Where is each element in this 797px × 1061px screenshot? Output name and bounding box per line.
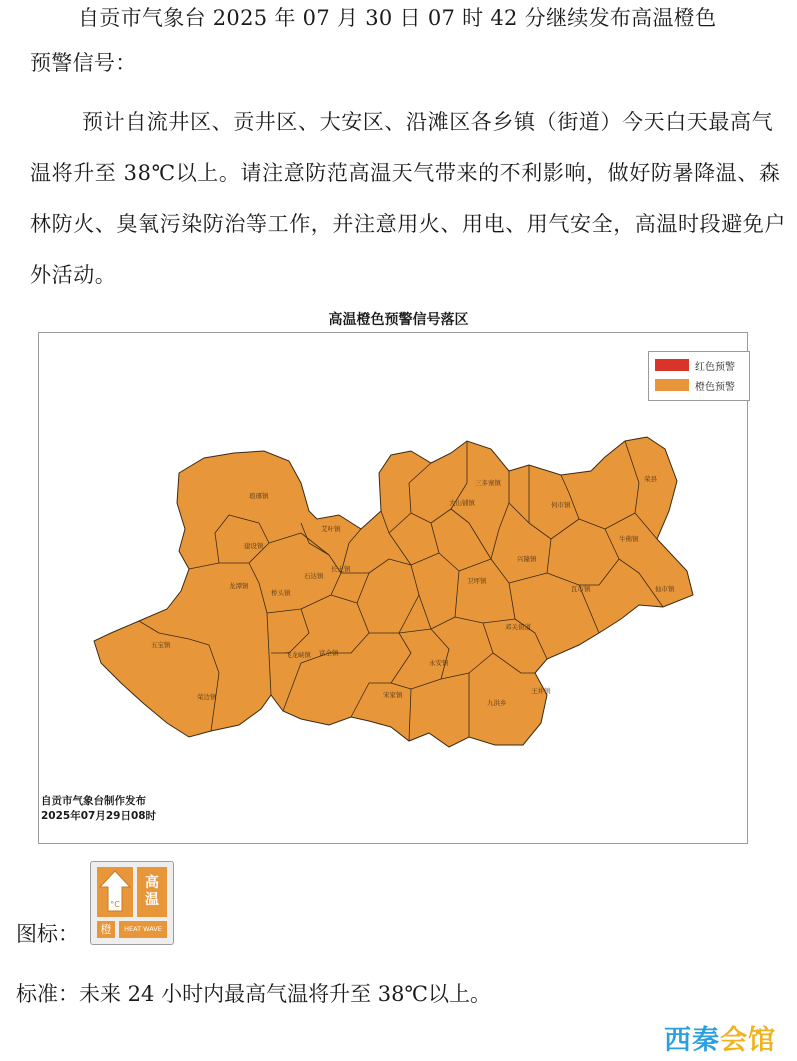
warning-level: 橙 [97, 921, 115, 938]
icon-label: 图标： [16, 922, 79, 946]
warning-region [94, 437, 693, 747]
town-label: 永安镇 [429, 659, 449, 667]
town-label: 荣边镇 [197, 693, 217, 701]
town-label: 瓦市镇 [571, 585, 591, 593]
watermark-part-2: 会馆 [720, 1025, 776, 1056]
watermark-logo [664, 1018, 776, 1057]
town-label: 艾叶镇 [321, 525, 341, 533]
map-legend [648, 351, 750, 401]
issuer-time: 2025年07月29日08时 [41, 810, 157, 822]
heat-word-1: 高 [145, 875, 159, 891]
town-label: 兴隆镇 [517, 555, 537, 563]
town-label: 大山铺镇 [449, 499, 475, 507]
town-label: 琅琊镇 [249, 492, 269, 500]
town-label: 长土镇 [331, 565, 351, 573]
legend-orange-label: 橙色预警 [695, 381, 735, 393]
town-label: 五宝镇 [151, 641, 171, 649]
region-map-svg [39, 333, 747, 843]
thermometer-up-arrow-icon [97, 867, 133, 917]
issuer-name: 自贡市气象台制作发布 [41, 795, 146, 807]
legend-red-swatch [655, 359, 689, 371]
town-label: 仙市镇 [655, 585, 675, 593]
notice-body: 预计自流井区、贡井区、大安区、沿滩区各乡镇（街道）今天白天最高气温将升至 38℃以上。请注意防范高温天气带来的不利影响，做好防暑降温、森林防火、臭氧污染防治等工作，并注意用火、用电、用气安全，高温时段避免户外活动。 [30, 110, 786, 287]
warning-map [38, 332, 748, 844]
heat-wave-orange-icon [90, 861, 174, 945]
heat-word [137, 867, 167, 917]
heat-wave-english: HEAT WAVE [119, 921, 167, 938]
town-label: 飞龙峡镇 [285, 651, 311, 659]
town-label: 九洪乡 [487, 699, 507, 707]
map-title: 高温橙色预警信号落区 [328, 312, 469, 328]
legend-red-label: 红色预警 [695, 361, 735, 373]
town-label: 邓关街道 [505, 623, 531, 631]
notice-line-2: 预警信号： [30, 51, 137, 75]
town-label: 建设镇 [244, 542, 264, 550]
town-label: 富全镇 [319, 649, 339, 657]
town-label: 牛佛镇 [619, 535, 639, 543]
temp-symbol: °C [110, 900, 120, 909]
notice-line-1: 自贡市气象台 2025 年 07 月 30 日 07 时 42 分继续发布高温橙色 [78, 6, 717, 30]
legend-orange-swatch [655, 379, 689, 391]
town-label: 王井镇 [531, 687, 551, 695]
town-label: 桥头镇 [271, 589, 291, 597]
town-label: 龙潭镇 [229, 582, 249, 590]
town-label: 石达镇 [304, 572, 324, 580]
town-label: 荣县 [644, 475, 657, 483]
standard-text: 标准：未来 24 小时内最高气温将升至 38℃以上。 [16, 982, 491, 1006]
legend-orange [655, 378, 735, 392]
town-label: 何市镇 [551, 501, 571, 509]
legend-red [655, 358, 735, 372]
map-issuer [41, 794, 156, 824]
heat-word-2: 温 [145, 892, 159, 908]
town-label: 卫坪镇 [467, 577, 487, 585]
town-label: 宋家镇 [383, 691, 403, 699]
town-label: 三多寨镇 [475, 479, 501, 487]
watermark-part-1: 西秦 [664, 1025, 720, 1056]
